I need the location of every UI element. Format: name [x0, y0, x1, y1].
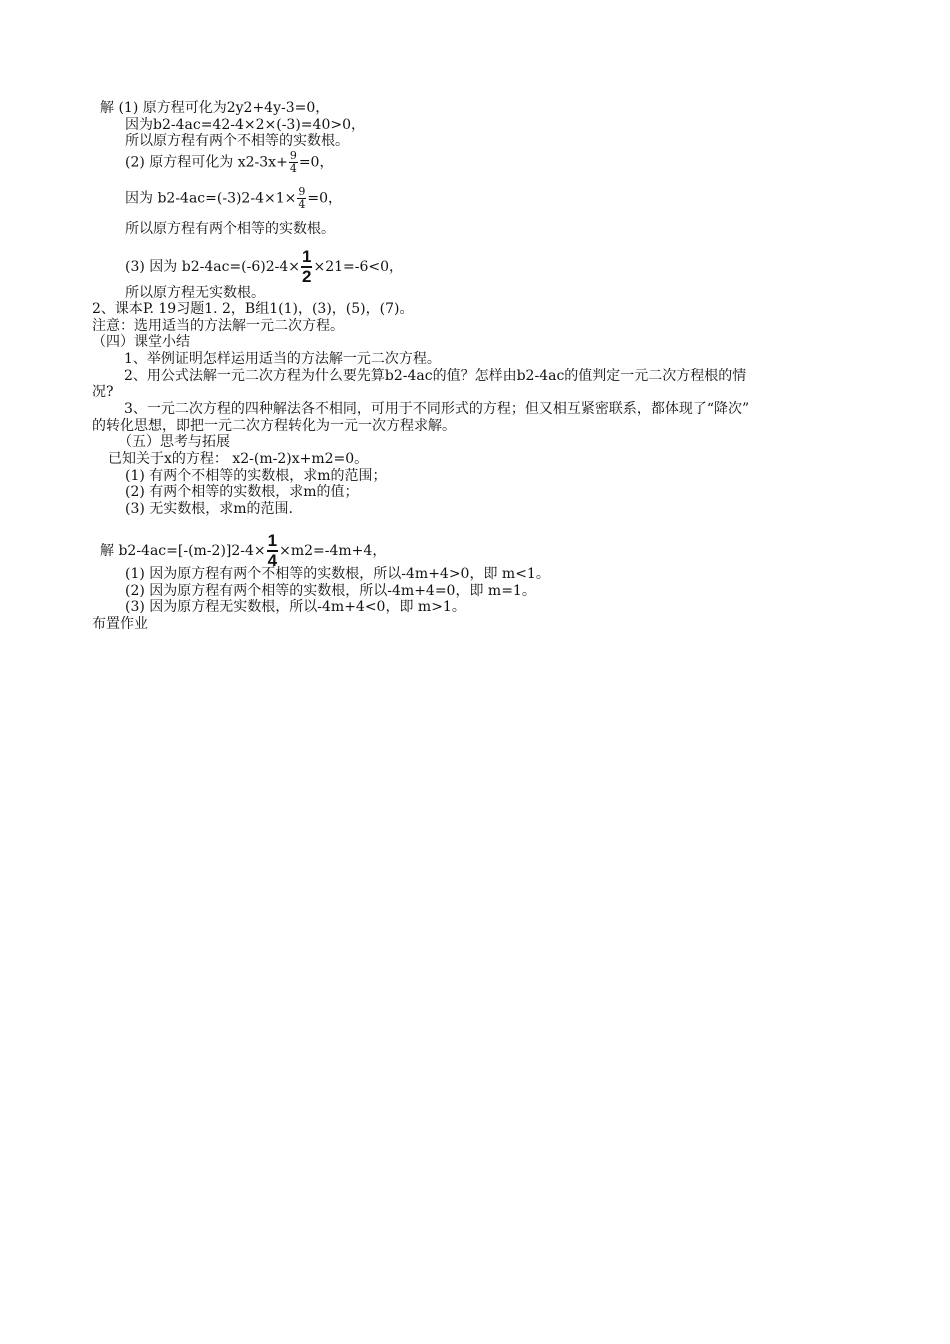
extension-solution-end: ×m2=-4m+4， — [279, 543, 387, 559]
extension-answer-1: (1) 因为原方程有两个不相等的实数根，所以-4m+4>0，即 m<1。 — [125, 566, 550, 582]
fraction-nine-quarters — [289, 150, 298, 175]
solution-1-conclusion: 所以原方程有两个不相等的实数根。 — [125, 133, 349, 149]
solution-2-equation-text: (2) 原方程可化为 x2-3x+ — [125, 154, 288, 171]
solution-1-discriminant: 因为b2-4ac=42-4×2×(-3)=40>0， — [125, 117, 365, 133]
extension-question-2: (2) 有两个相等的实数根，求m的值； — [125, 484, 359, 500]
solution-2-discriminant-end: =0， — [307, 190, 342, 207]
fraction-numerator: 9 — [298, 185, 306, 198]
exercise-assignment: 2、课本P. 19习题1. 2，B组1(1)，(3)，(5)，(7)。 — [92, 301, 414, 317]
solution-3-discriminant-text: (3) 因为 b2-4ac=(-6)2-4× — [125, 259, 300, 275]
solution-2-equation — [125, 150, 333, 175]
extension-solution — [100, 532, 386, 570]
extension-heading: （五）思考与拓展 — [118, 434, 230, 450]
fraction-denominator: 4 — [298, 198, 306, 211]
summary-item-1: 1、举例证明怎样运用适当的方法解一元二次方程。 — [124, 351, 441, 367]
solution-2-equation-end: =0， — [298, 154, 334, 171]
fraction-numerator: 1 — [302, 247, 312, 266]
solution-2-conclusion: 所以原方程有两个相等的实数根。 — [125, 221, 335, 237]
solution-2-discriminant — [125, 186, 342, 211]
fraction-one-half — [301, 248, 312, 286]
summary-item-2-continued: 况? — [92, 384, 114, 400]
extension-problem: 已知关于x的方程： x2-(m-2)x+m2=0。 — [108, 451, 369, 467]
fraction-denominator: 2 — [302, 267, 312, 286]
fraction-denominator: 4 — [289, 162, 297, 175]
summary-item-3-continued: 的转化思想，即把一元二次方程转化为一元一次方程求解。 — [92, 418, 456, 434]
extension-answer-3: (3) 因为原方程无实数根，所以-4m+4<0，即 m>1。 — [125, 599, 466, 615]
extension-question-1: (1) 有两个不相等的实数根，求m的范围； — [125, 468, 387, 484]
extension-answer-2: (2) 因为原方程有两个相等的实数根，所以-4m+4=0，即 m=1。 — [125, 583, 536, 599]
homework-heading: 布置作业 — [92, 616, 148, 632]
summary-item-3: 3、一元二次方程的四种解法各不相同，可用于不同形式的方程；但又相互紧密联系，都体现了“降次” — [124, 401, 750, 417]
extension-solution-text: 解 b2-4ac=[-(m-2)]2-4× — [100, 543, 266, 559]
summary-item-2: 2、用公式法解一元二次方程为什么要先算b2-4ac的值？怎样由b2-4ac的值判定一元二次方程根的情 — [124, 368, 747, 384]
summary-heading: （四）课堂小结 — [92, 334, 190, 350]
fraction-nine-quarters — [297, 186, 306, 211]
fraction-one-quarter — [267, 532, 278, 570]
solution-3-conclusion: 所以原方程无实数根。 — [125, 285, 265, 301]
solution-3-discriminant-end: ×21=-6<0， — [313, 259, 404, 275]
solution-3-discriminant — [125, 248, 403, 286]
solution-1-heading: 解 (1) 原方程可化为2y2+4y-3=0， — [100, 100, 330, 116]
note: 注意：选用适当的方法解一元二次方程。 — [92, 318, 344, 334]
extension-question-3: (3) 无实数根，求m的范围. — [125, 501, 294, 517]
fraction-numerator: 1 — [267, 531, 278, 550]
fraction-denominator: 4 — [267, 551, 278, 570]
solution-2-discriminant-text: 因为 b2-4ac=(-3)2-4×1× — [125, 190, 297, 207]
fraction-numerator: 9 — [289, 149, 297, 162]
